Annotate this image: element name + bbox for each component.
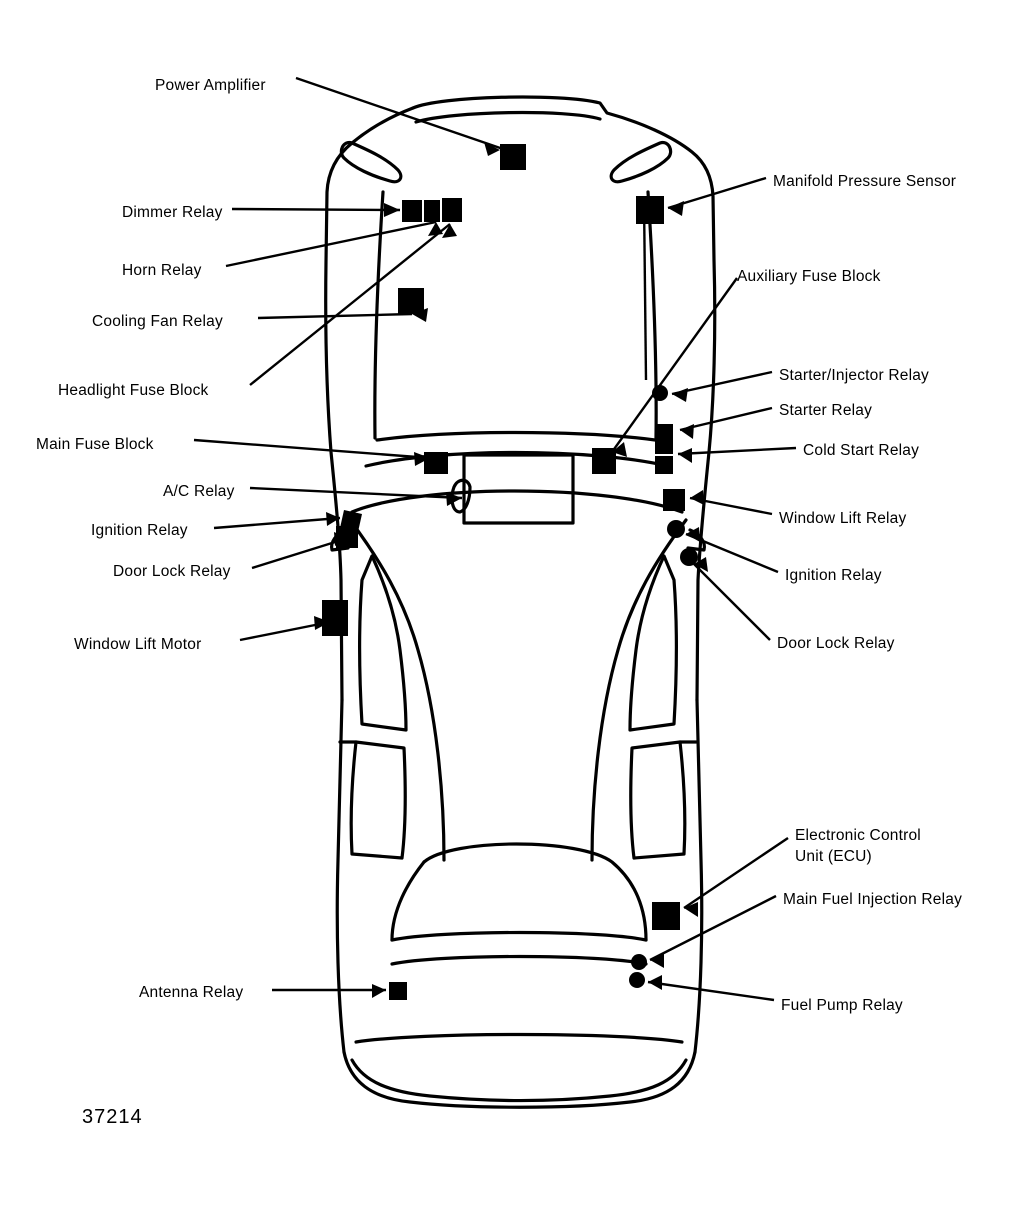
label-cold-start-relay: Cold Start Relay (803, 442, 920, 459)
label-door-lock-relay-left: Door Lock Relay (113, 563, 231, 580)
label-window-lift-relay: Window Lift Relay (779, 510, 907, 527)
marker-cold-start-relay (655, 456, 673, 474)
label-main-fuse-block: Main Fuse Block (36, 436, 154, 453)
label-starter-relay: Starter Relay (779, 402, 873, 419)
label-fuel-pump-relay: Fuel Pump Relay (781, 997, 903, 1014)
marker-manifold-pressure-sensor (636, 196, 664, 224)
label-cooling-fan-relay: Cooling Fan Relay (92, 313, 223, 330)
marker-dimmer-relay (402, 200, 422, 222)
label-dimmer-relay: Dimmer Relay (122, 204, 223, 221)
marker-cooling-fan-relay (398, 288, 424, 314)
label-power-amplifier: Power Amplifier (155, 77, 266, 94)
label-ecu-line1: Electronic Control (795, 827, 921, 844)
label-antenna-relay: Antenna Relay (139, 984, 244, 1001)
marker-main-fuel-injection-relay (631, 954, 647, 970)
marker-horn-relay (424, 200, 440, 222)
leader-lines (194, 78, 796, 1000)
leader-arrowheads (314, 142, 708, 998)
marker-main-fuse-block (424, 452, 448, 474)
figure-number: 37214 (82, 1106, 143, 1128)
marker-ignition-relay-right (667, 520, 685, 538)
marker-headlight-fuse-block (442, 198, 462, 222)
label-headlight-fuse-block: Headlight Fuse Block (58, 382, 209, 399)
label-auxiliary-fuse-block: Auxiliary Fuse Block (737, 268, 881, 285)
marker-ecu (652, 902, 680, 930)
label-ignition-relay-right: Ignition Relay (785, 567, 882, 584)
marker-power-amplifier (500, 144, 526, 170)
label-ignition-relay-left: Ignition Relay (91, 522, 188, 539)
label-ecu-line2: Unit (ECU) (795, 848, 872, 865)
marker-fuel-pump-relay (629, 972, 645, 988)
marker-antenna-relay (389, 982, 407, 1000)
label-manifold-pressure-sensor: Manifold Pressure Sensor (773, 173, 957, 190)
marker-starter-relay (655, 424, 673, 454)
label-starter-injector-relay: Starter/Injector Relay (779, 367, 929, 384)
label-horn-relay: Horn Relay (122, 262, 202, 279)
label-main-fuel-injection-relay: Main Fuel Injection Relay (783, 891, 963, 908)
marker-window-lift-relay (663, 489, 685, 511)
marker-window-lift-motor (322, 600, 348, 636)
label-window-lift-motor: Window Lift Motor (74, 636, 202, 653)
label-door-lock-relay-right: Door Lock Relay (777, 635, 895, 652)
label-ac-relay: A/C Relay (163, 483, 235, 500)
